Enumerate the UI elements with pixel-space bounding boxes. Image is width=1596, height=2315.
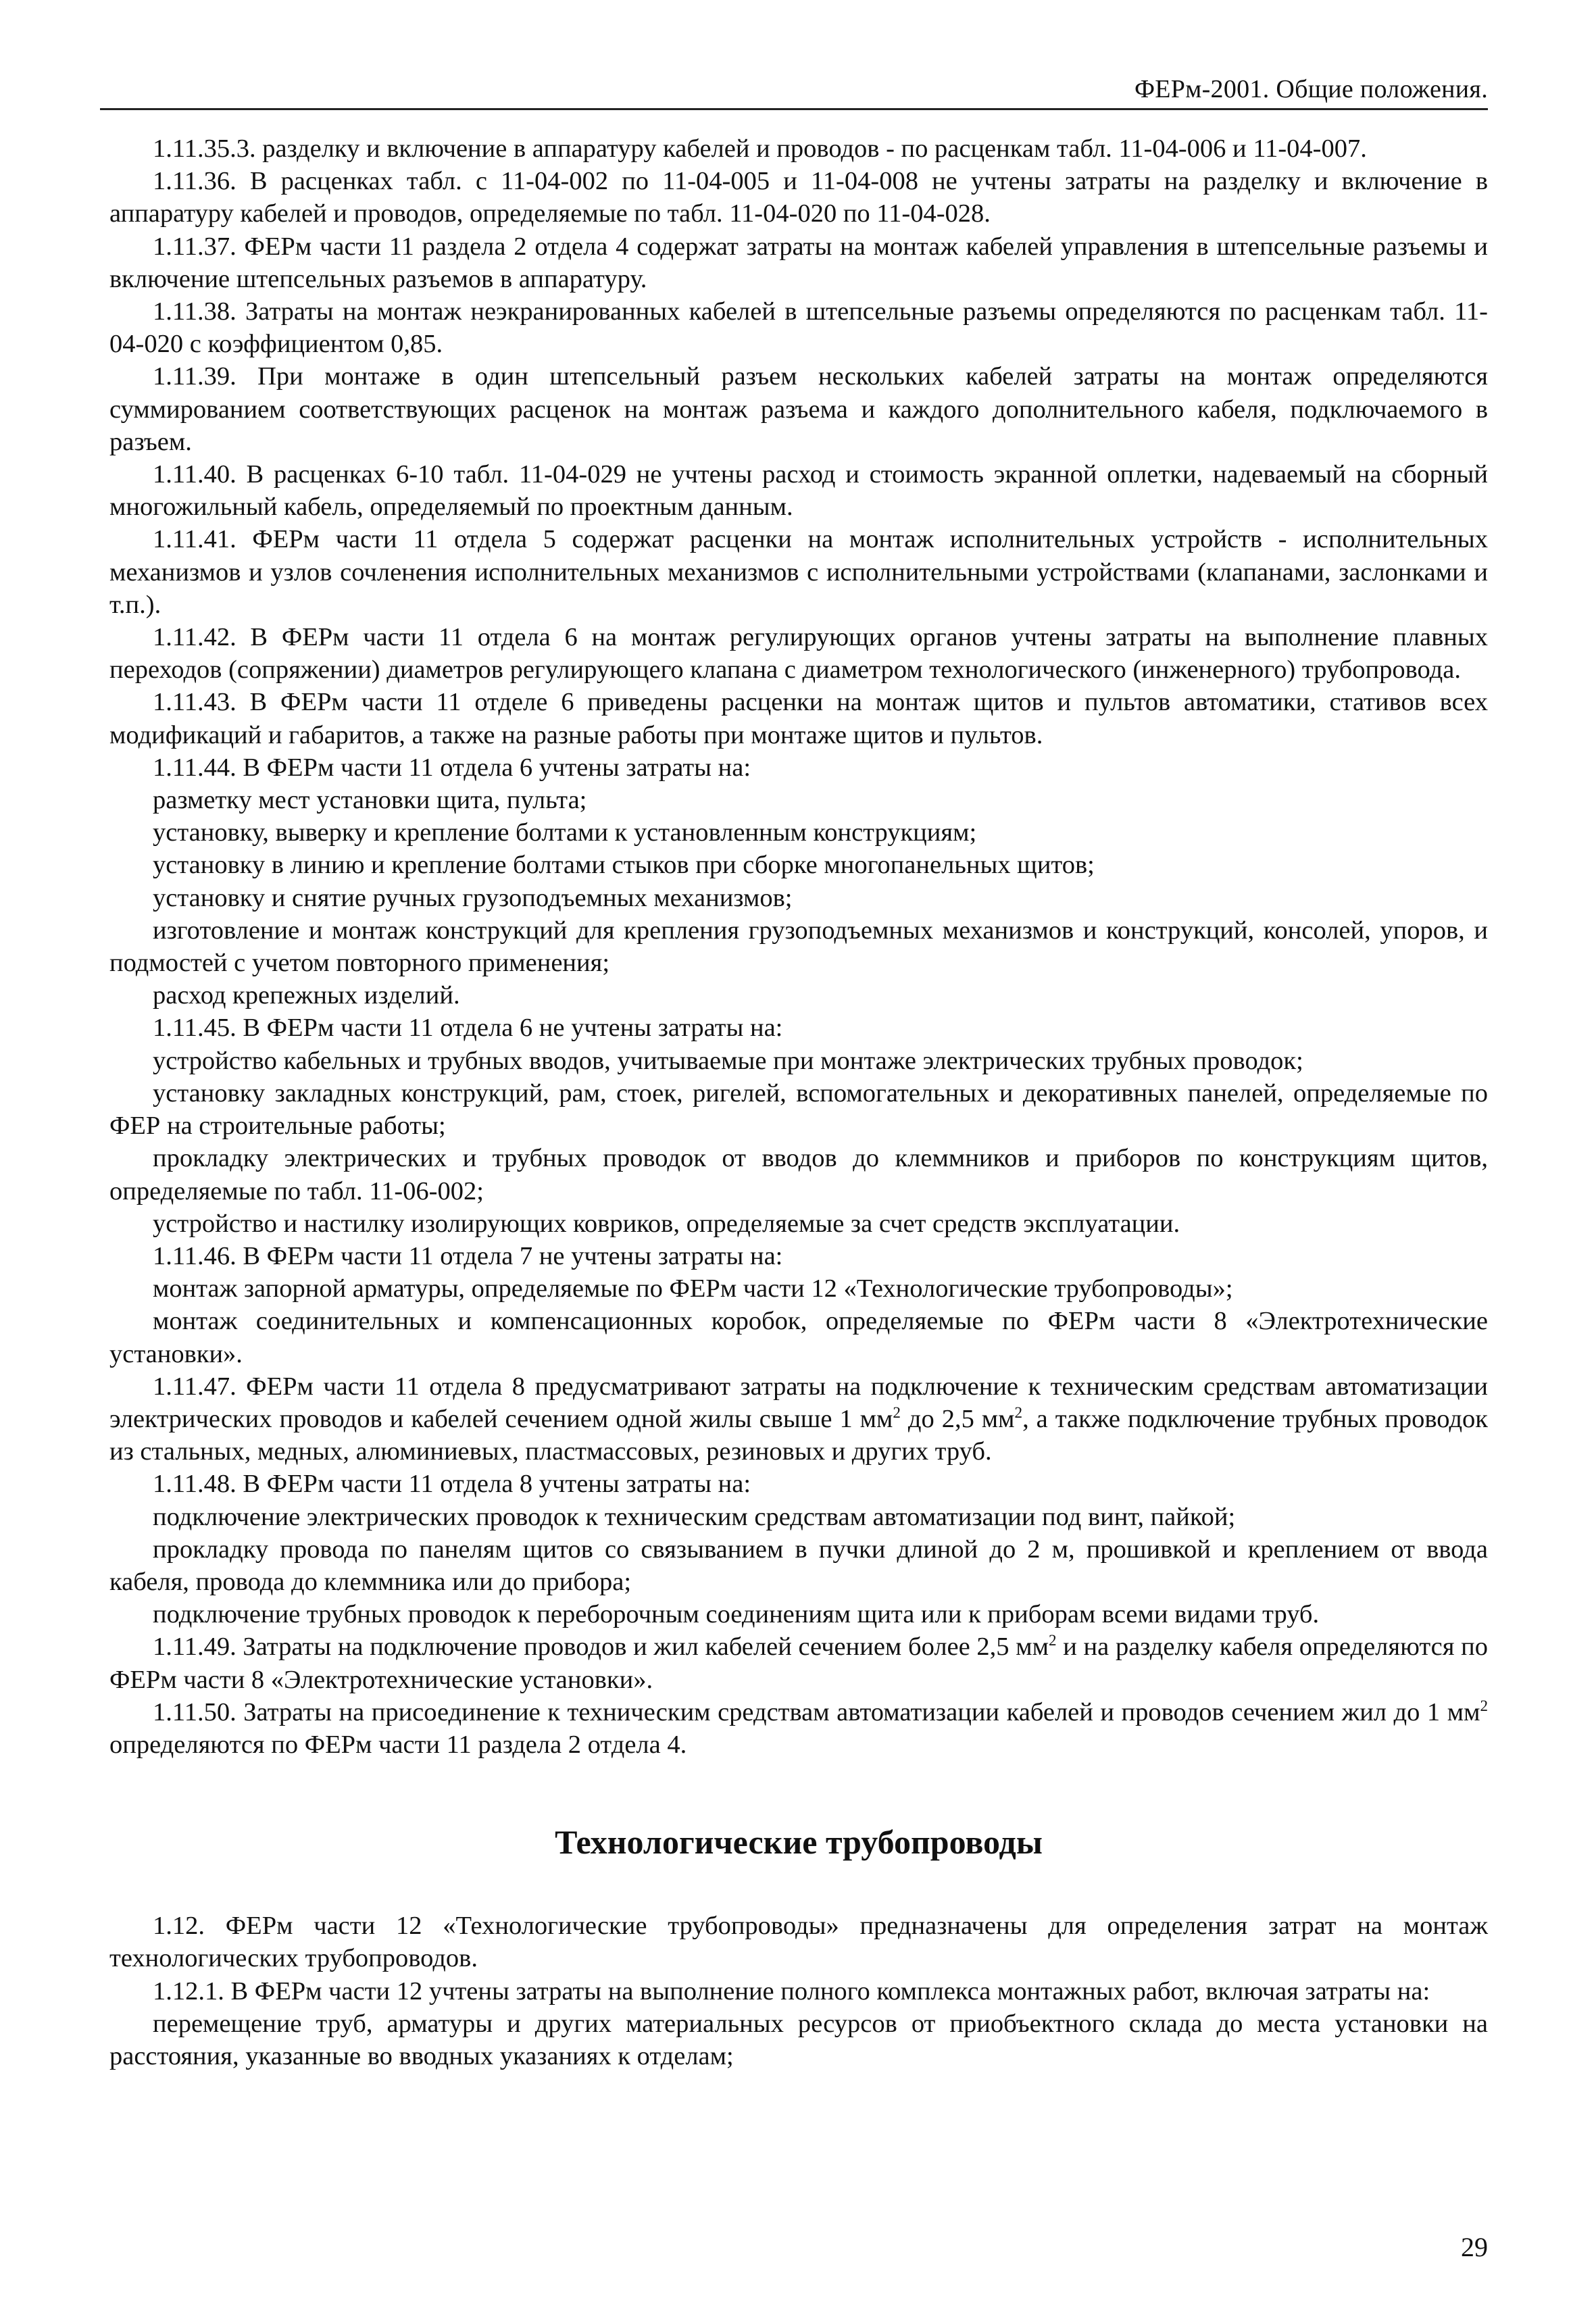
- running-header: ФЕРм-2001. Общие положения.: [1134, 75, 1488, 103]
- superscript: 2: [893, 1403, 901, 1422]
- list-item: изготовление и монтаж конструкций для крепления грузоподъемных механизмов и конструкций, консолей, упоров, и подмостей с учетом повторного применения;: [109, 916, 1488, 978]
- text-run: 1.11.50. Затраты на присоединение к техническим средствам автоматизации кабелей и проводов сечением жил до 1 мм: [153, 1697, 1480, 1726]
- paragraph: 1.11.41. ФЕРм части 11 отдела 5 содержат расценки на монтаж исполнительных устройств - исполнительных механизмов и узлов сочленения исполнительных механизмов с исполнительными устройствами (клапанами, заслонками и т.п.).: [109, 525, 1488, 619]
- list-item: расход крепежных изделий.: [153, 981, 460, 1010]
- list-item: подключение трубных проводок к переборочным соединениям щита или к приборам всеми видами труб.: [153, 1600, 1320, 1629]
- list-item: установку и снятие ручных грузоподъемных механизмов;: [153, 883, 793, 912]
- list-item: установку в линию и крепление болтами стыков при сборке многопанельных щитов;: [153, 851, 1095, 880]
- section-title: Технологические трубопроводы: [555, 1823, 1043, 1862]
- paragraph: 1.11.40. В расценках 6-10 табл. 11-04-029 не учтены расход и стоимость экранной оплетки, надеваемый на сборный многожильный кабель, определяемый по проектным данным.: [109, 460, 1488, 522]
- text-run: и на разделку кабеля определяются по ФЕРм части 8 «Электротехнические установки».: [109, 1633, 1488, 1694]
- list-item: прокладку провода по панелям щитов со связыванием в пучки длиной до 2 м, прошивкой и креплением от ввода кабеля, провода до клеммника или до прибора;: [109, 1535, 1488, 1596]
- list-item: разметку мест установки щита, пульта;: [153, 786, 587, 815]
- paragraph: 1.11.35.3. разделку и включение в аппаратуру кабелей и проводов - по расценкам табл. 11-04-006 и 11-04-007.: [153, 134, 1367, 163]
- superscript: 2: [1014, 1403, 1023, 1422]
- paragraph-with-superscript: [109, 1631, 1488, 1695]
- header-rule: [100, 108, 1488, 110]
- paragraph: 1.11.48. В ФЕРм части 11 отдела 8 учтены затраты на:: [153, 1470, 751, 1499]
- list-item: подключение электрических проводок к техническим средствам автоматизации под винт, пайкой;: [153, 1502, 1236, 1531]
- text-run: , а также подключение трубных проводок из стальных, медных, алюминиевых, пластмассовых, резиновых и других труб.: [109, 1404, 1488, 1466]
- list-item: перемещение труб, арматуры и других материальных ресурсов от приобъектного склада до места установки на расстояния, указанные во вводных указаниях к отделам;: [109, 2009, 1488, 2070]
- text-run: 1.11.49. Затраты на подключение проводов и жил кабелей сечением более 2,5 мм: [153, 1633, 1049, 1662]
- paragraph: 1.11.46. В ФЕРм части 11 отдела 7 не учтены затраты на:: [153, 1241, 783, 1270]
- body-text: [109, 132, 1488, 2072]
- list-item: устройство и настилку изолирующих ковриков, определяемые за счет средств эксплуатации.: [153, 1209, 1180, 1238]
- paragraph: 1.11.38. Затраты на монтаж неэкранированных кабелей в штепсельные разъемы определяются по расценкам табл. 11-04-020 с коэффициентом 0,85.: [109, 297, 1488, 359]
- paragraph: 1.11.42. В ФЕРм части 11 отдела 6 на монтаж регулирующих органов учтены затраты на выполнение плавных переходов (сопряжении) диаметров регулирующего клапана с диаметром технологического (инженерного) трубопровода.: [109, 623, 1488, 684]
- paragraph-with-superscript: [109, 1370, 1488, 1468]
- paragraph: 1.11.45. В ФЕРм части 11 отдела 6 не учтены затраты на:: [153, 1014, 783, 1043]
- list-item: установку, выверку и крепление болтами к установленным конструкциям;: [153, 818, 977, 847]
- paragraph: 1.11.43. В ФЕРм части 11 отделе 6 приведены расценки на монтаж щитов и пультов автоматики, стативов всех модификаций и габаритов, а также на разные работы при монтаже щитов и пультов.: [109, 688, 1488, 749]
- list-item: монтаж запорной арматуры, определяемые по ФЕРм части 12 «Технологические трубопроводы»;: [153, 1274, 1233, 1303]
- text-run: определяются по ФЕРм части 11 раздела 2 отдела 4.: [109, 1730, 687, 1759]
- paragraph: 1.12.1. В ФЕРм части 12 учтены затраты на выполнение полного комплекса монтажных работ, включая затраты на:: [153, 1976, 1430, 2006]
- paragraph-with-superscript: [109, 1696, 1488, 1761]
- superscript: 2: [1480, 1696, 1488, 1714]
- text-run: 1.11.47. ФЕРм части 11 отдела 8 предусматривают затраты на подключение к техническим средствам автоматизации электрических проводов и кабелей сечением одной жилы свыше 1 мм: [109, 1372, 1488, 1433]
- list-item: монтаж соединительных и компенсационных коробок, определяемые по ФЕРм части 8 «Электротехнические установки».: [109, 1307, 1488, 1368]
- list-item: установку закладных конструкций, рам, стоек, ригелей, вспомогательных и декоративных панелей, определяемые по ФЕР на строительные работы;: [109, 1078, 1488, 1141]
- text-run: до 2,5 мм: [900, 1404, 1015, 1433]
- paragraph: 1.12. ФЕРм части 12 «Технологические трубопроводы» предназначены для определения затрат на монтаж технологических трубопроводов.: [109, 1912, 1488, 1973]
- list-item: прокладку электрических и трубных проводок от вводов до клеммников и приборов по конструкциям щитов, определяемые по табл. 11-06-002;: [109, 1144, 1488, 1205]
- paragraph: 1.11.37. ФЕРм части 11 раздела 2 отдела 4 содержат затраты на монтаж кабелей управления в штепсельные разъемы и включение штепсельных разъемов в аппаратуру.: [109, 232, 1488, 293]
- list-item: устройство кабельных и трубных вводов, учитываемые при монтаже электрических трубных проводок;: [153, 1046, 1303, 1075]
- superscript: 2: [1048, 1631, 1057, 1649]
- paragraph: 1.11.36. В расценках табл. с 11-04-002 по 11-04-005 и 11-04-008 не учтены затраты на разделку и включение в аппаратуру кабелей и проводов, определяемые по табл. 11-04-020 по 11-04-028.: [109, 167, 1488, 228]
- page-number: 29: [1461, 2232, 1488, 2262]
- document-page: [109, 0, 1488, 2315]
- paragraph: 1.11.39. При монтаже в один штепсельный разъем нескольких кабелей затраты на монтаж определяются суммированием соответствующих расценок на монтаж разъема и каждого дополнительного кабеля, подключаемого в разъем.: [109, 362, 1488, 456]
- paragraph: 1.11.44. В ФЕРм части 11 отдела 6 учтены затраты на:: [153, 753, 751, 782]
